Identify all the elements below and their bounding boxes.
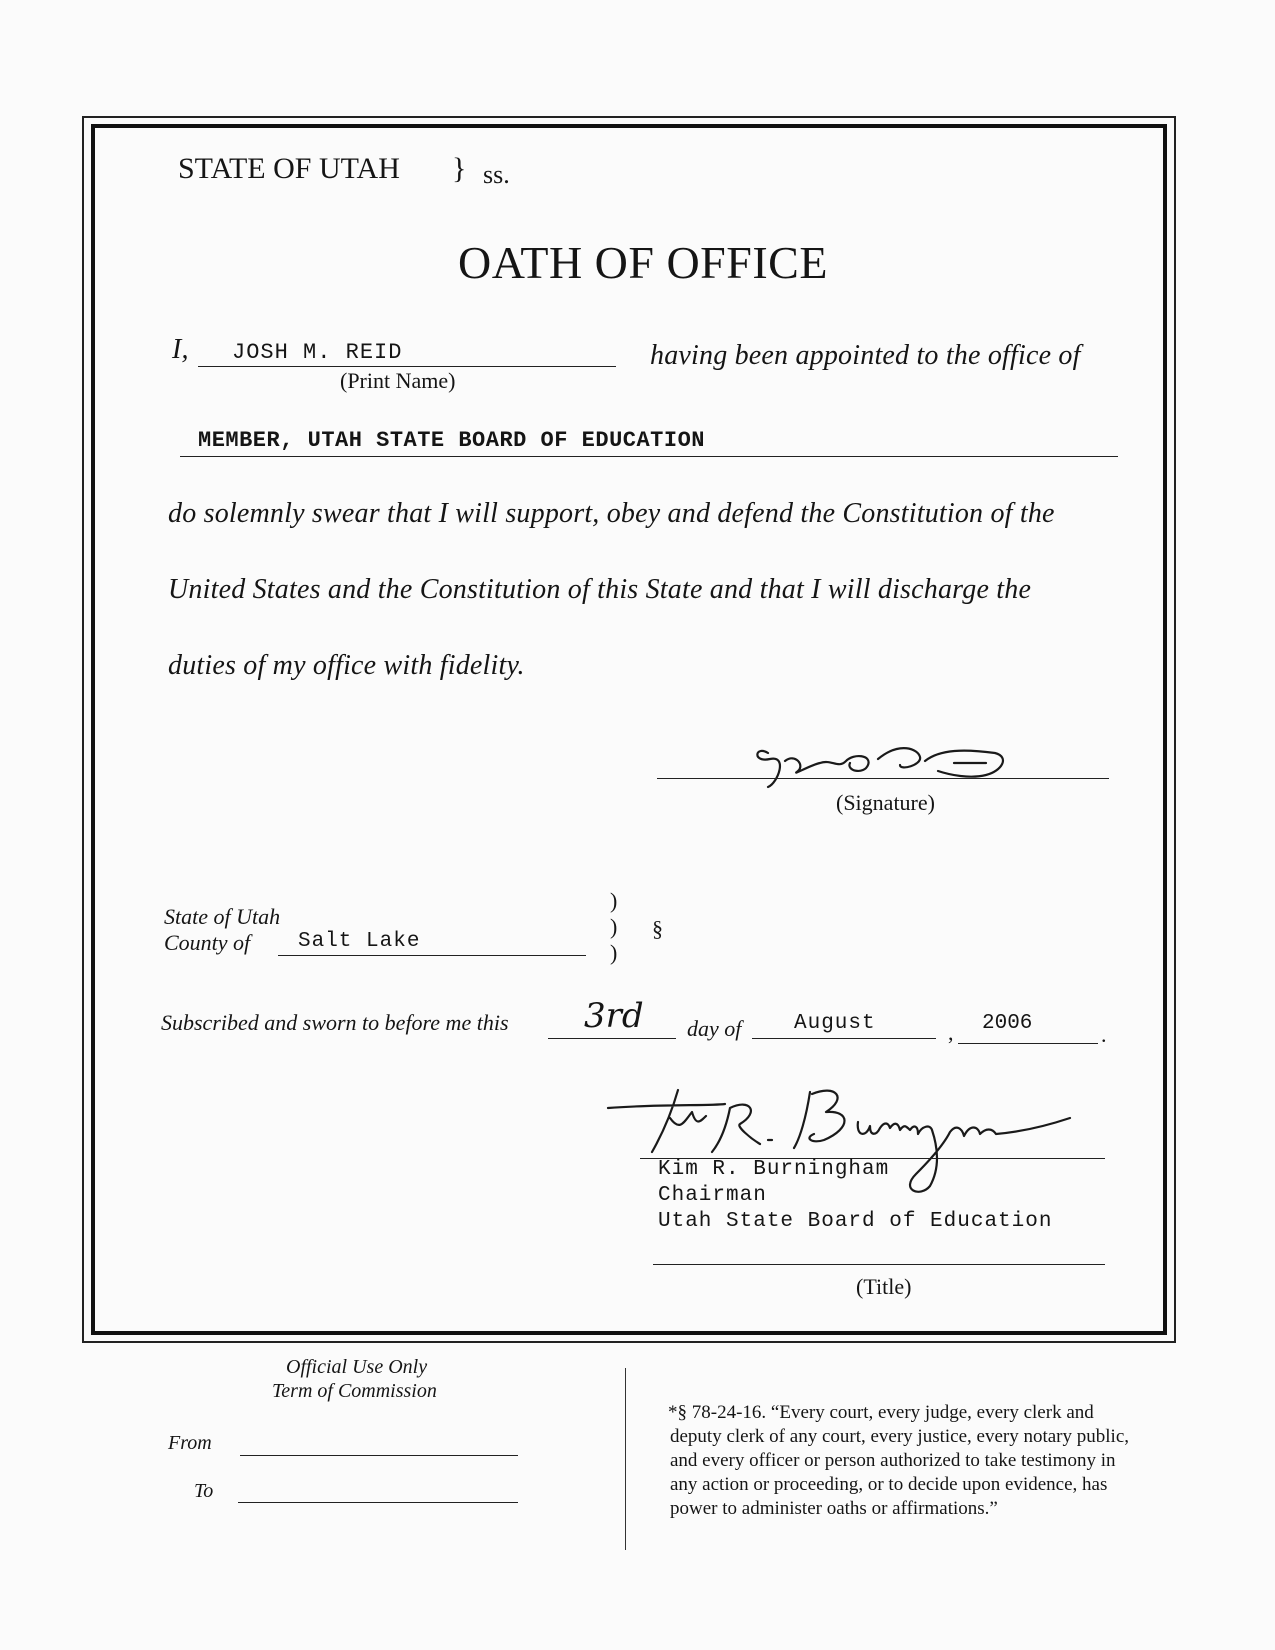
sworn-comma: , [948,1020,954,1045]
sworn-day: 3rd [584,996,644,1036]
county-label: County of [164,930,251,955]
sworn-month: August [794,1012,876,1035]
month-line [752,1038,936,1039]
appointee-name: JOSH M. REID [232,340,403,365]
officer-role: Chairman [658,1184,767,1207]
county-line [278,955,586,956]
footnote-line-3: and every officer or person authorized to take testimony in [670,1450,1116,1471]
to-line [238,1502,518,1503]
day-line [548,1038,676,1039]
title-label: (Title) [856,1274,912,1299]
oath-line-1: do solemnly swear that I will support, obey and defend the Constitution of the [168,498,1055,529]
document-title: OATH OF OFFICE [458,237,828,288]
ss-label: ss. [483,160,510,189]
venue-state: State of Utah [164,904,281,929]
venue-paren-3: ) [610,940,618,965]
oath-line-3: duties of my office with fidelity. [168,650,525,681]
officer-organization: Utah State Board of Education [658,1210,1053,1233]
county-value: Salt Lake [298,930,421,953]
ss-brace: } [452,152,467,185]
from-line [240,1455,518,1456]
footnote-line-5: power to administer oaths or affirmations.” [670,1498,998,1519]
venue-paren-1: ) [610,888,618,913]
i-prefix: I, [172,334,189,365]
appointee-signature-image [750,735,1010,795]
print-name-line [198,366,616,367]
sworn-year: 2006 [982,1012,1033,1035]
state-heading: STATE OF UTAH [178,152,400,185]
official-use-heading: Official Use Only [286,1356,428,1378]
footnote-line-1: *§ 78-24-16. “Every court, every judge, every clerk and [668,1402,1094,1423]
term-of-commission: Term of Commission [272,1380,437,1402]
sworn-period: . [1101,1022,1107,1047]
section-symbol: § [652,916,663,941]
print-name-label: (Print Name) [340,368,456,393]
office-name: MEMBER, UTAH STATE BOARD OF EDUCATION [198,428,705,453]
office-line [180,456,1118,457]
from-label: From [168,1432,212,1454]
to-label: To [194,1480,214,1502]
officer-name: Kim R. Burningham [658,1158,890,1181]
oath-line-2: United States and the Constitution of this State and that I will discharge the [168,574,1032,605]
sworn-prefix: Subscribed and sworn to before me this [161,1010,509,1035]
having-appointed-text: having been appointed to the office of [650,340,1081,371]
year-line [958,1043,1098,1044]
venue-paren-2: ) [610,914,618,939]
footnote-line-4: any action or proceeding, or to decide upon evidence, has [670,1474,1108,1495]
footnote-line-2: deputy clerk of any court, every justice, every notary public, [670,1426,1129,1447]
title-line [653,1264,1105,1265]
signature-label: (Signature) [836,790,935,815]
signature-line [657,778,1109,779]
day-of-label: day of [687,1016,742,1041]
footer-divider [625,1368,626,1550]
